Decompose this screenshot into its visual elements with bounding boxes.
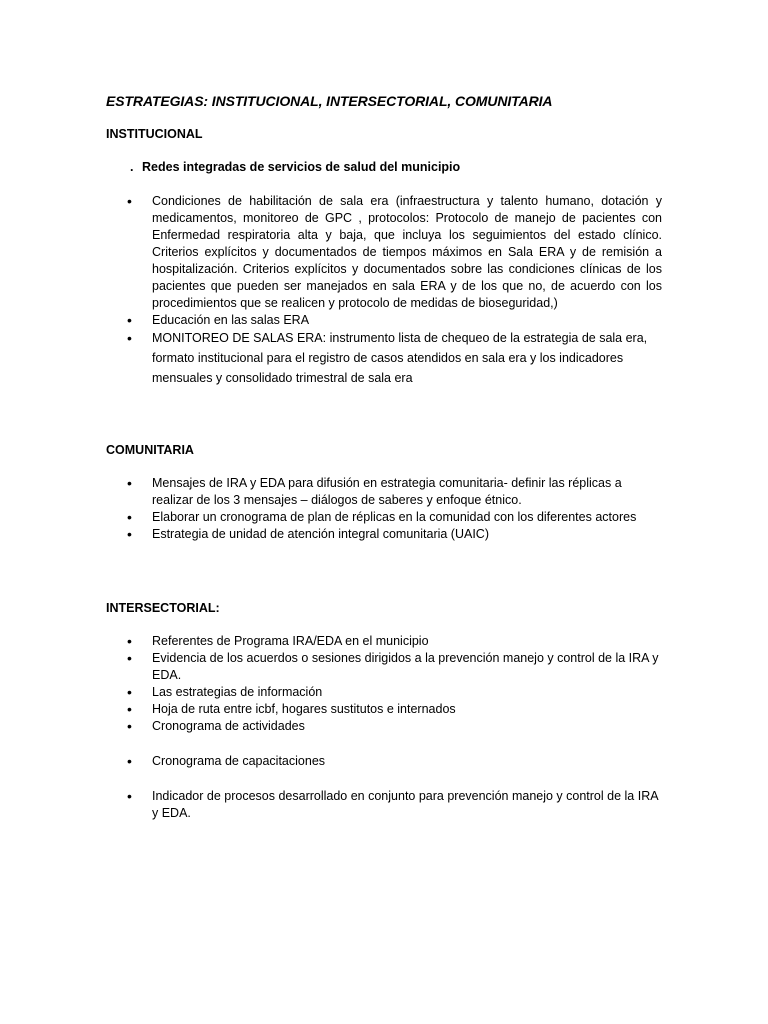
- list-item: • Cronograma de actividades: [152, 718, 662, 735]
- institucional-list: [152, 193, 662, 388]
- section-heading-intersectorial: INTERSECTORIAL:: [106, 601, 220, 615]
- list-item: • Evidencia de los acuerdos o sesiones dirigidos a la prevención manejo y control de la IRA y EDA.: [152, 650, 662, 684]
- list-item: • MONITOREO DE SALAS ERA: instrumento lista de chequeo de la estrategia de sala era, formato institucional para el registro de casos atendidos en sala era y los indicadores mensuales y consolidado trimestral de sala era: [152, 328, 662, 388]
- intersectorial-list: [152, 633, 662, 822]
- sub-heading-text: Redes integradas de servicios de salud del municipio: [142, 160, 461, 174]
- list-item: • Educación en las salas ERA: [152, 312, 662, 329]
- sub-heading: [130, 160, 460, 174]
- list-item: • Cronograma de capacitaciones: [152, 753, 662, 770]
- list-item: • Indicador de procesos desarrollado en conjunto para prevención manejo y control de la IRA y EDA.: [152, 788, 662, 822]
- section-heading-institucional: INSTITUCIONAL: [106, 127, 203, 141]
- section-heading-comunitaria: COMUNITARIA: [106, 443, 194, 457]
- document-title: ESTRATEGIAS: INSTITUCIONAL, INTERSECTORIAL, COMUNITARIA: [106, 93, 553, 109]
- list-item: • Condiciones de habilitación de sala era (infraestructura y talento humano, dotación y medicamentos, monitoreo de GPC , protocolos: Protocolo de manejo de pacientes con Enfermedad respiratoria alta y baja, que incluya los seguimientos del estado clínico. Criterios explícitos y documentados de tiempos máximos en Sala ERA y de remisión a hospitalización. Criterios explícitos y documentados sobre las condiciones clínicas de los pacientes que pueden ser manejados en sala ERA y de los que no, de acuerdo con los procedimientos que se realicen y protocolo de medidas de bioseguridad,): [152, 193, 662, 312]
- list-item: • Mensajes de IRA y EDA para difusión en estrategia comunitaria- definir las réplicas a realizar de los 3 mensajes – diálogos de saberes y enfoque étnico.: [152, 475, 662, 509]
- comunitaria-list: [152, 475, 662, 543]
- list-item: • Referentes de Programa IRA/EDA en el municipio: [152, 633, 662, 650]
- list-item: • Hoja de ruta entre icbf, hogares sustitutos e internados: [152, 701, 662, 718]
- list-item: • Estrategia de unidad de atención integral comunitaria (UAIC): [152, 526, 662, 543]
- list-item: • Las estrategias de información: [152, 684, 662, 701]
- list-item: • Elaborar un cronograma de plan de réplicas en la comunidad con los diferentes actores: [152, 509, 662, 526]
- sub-bullet: .: [130, 160, 134, 174]
